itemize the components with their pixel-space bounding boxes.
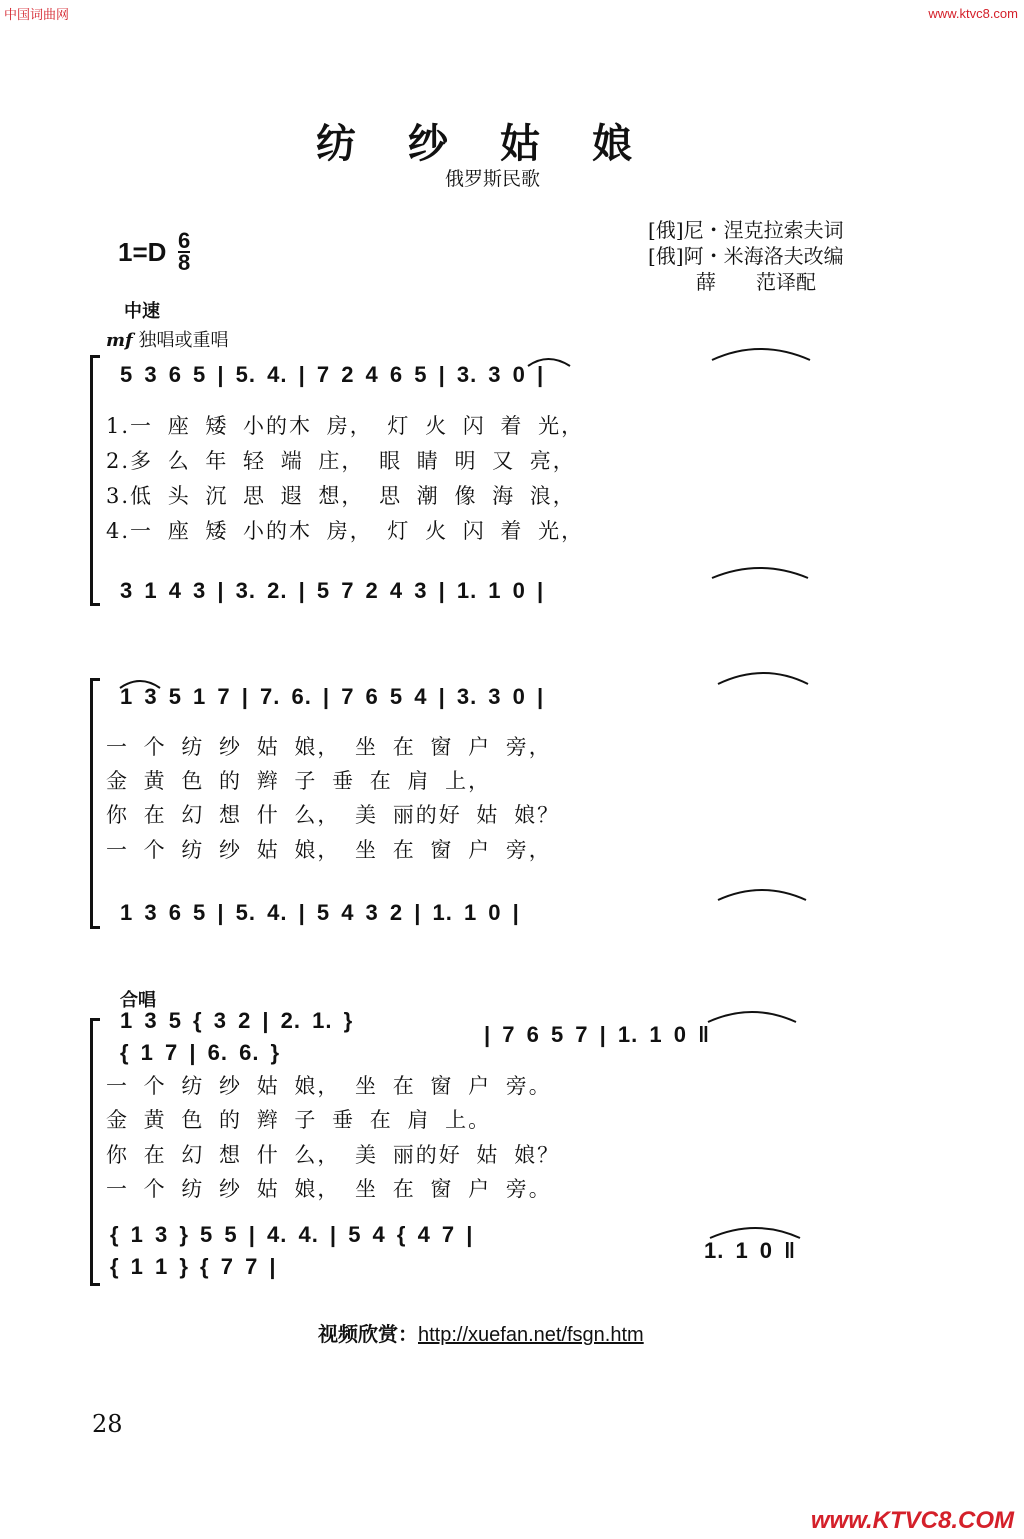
upper-voice-line: 1 3 5 1 7 | 7. 6. | 7 6 5 4 | 3. 3 0 |: [120, 684, 545, 709]
credit-translator: 薛 范译配: [696, 270, 816, 294]
watermark-bottom-right: www.KTVC8.COM: [810, 1507, 1014, 1534]
lower-voice-line-a: { 1 3 } 5 5 | 4. 4. | 5 4 { 4 7 |: [110, 1222, 474, 1247]
key-signature: 1=D: [118, 237, 167, 267]
lyric-verse-1: 一 个 纺 纱 姑 娘， 坐 在 窗 户 旁。: [106, 1074, 552, 1098]
lower-voice-line: 1 3 6 5 | 5. 4. | 5 4 3 2 | 1. 1 0 |: [120, 900, 520, 925]
lower-voice-line-end: 1. 1 0 ‖: [704, 1238, 797, 1263]
tempo-marking: 中速: [124, 301, 160, 322]
lyric-verse-3: 3.低 头 沉 思 遐 想， 思 潮 像 海 浪，: [106, 484, 576, 508]
song-subtitle: 俄罗斯民歌: [444, 168, 540, 190]
slur-arc: [528, 359, 570, 366]
lyric-verse-3: 你 在 幻 想 什 么， 美 丽的好 姑 娘？: [106, 1143, 561, 1167]
lyric-verse-2: 金 黄 色 的 辫 子 垂 在 肩 上。: [106, 1108, 492, 1132]
video-link[interactable]: http://xuefan.net/fsgn.htm: [418, 1324, 644, 1346]
video-note: [318, 1318, 644, 1347]
lower-voice-line-b: { 1 1 } { 7 7 |: [110, 1254, 277, 1279]
meter-top: 6: [178, 228, 191, 253]
page-number: 28: [92, 1410, 123, 1438]
meter-bottom: 8: [178, 250, 191, 275]
dynamic-symbol: mf: [106, 330, 133, 351]
credit-lyricist: [俄]尼・涅克拉索夫词: [648, 218, 844, 242]
lyric-verse-2: 2.多 么 年 轻 端 庄， 眼 睛 明 又 亮，: [106, 449, 576, 473]
lyric-verse-4: 一 个 纺 纱 姑 娘， 坐 在 窗 户 旁。: [106, 1177, 552, 1201]
lyric-verse-1: 1.一 座 矮 小的木 房， 灯 火 闪 着 光，: [106, 414, 585, 438]
tie-arc: [710, 1228, 800, 1238]
lyric-verse-4: 4.一 座 矮 小的木 房， 灯 火 闪 着 光，: [106, 519, 585, 543]
lyric-verse-1: 一 个 纺 纱 姑 娘， 坐 在 窗 户 旁，: [106, 735, 552, 759]
tie-arc: [708, 1012, 796, 1022]
tie-arc: [712, 568, 808, 578]
upper-voice-line-b: { 1 7 | 6. 6. }: [120, 1040, 281, 1065]
upper-voice-line-a: 1 3 5 { 3 2 | 2. 1. }: [120, 1008, 354, 1033]
watermark-top-left: 中国词曲网: [4, 8, 70, 23]
performance-note: 独唱或重唱: [138, 330, 229, 351]
song-title: 纺纱姑娘: [316, 120, 684, 167]
upper-voice-line: 5 3 6 5 | 5. 4. | 7 2 4 6 5 | 3. 3 0 |: [120, 362, 545, 387]
lyric-verse-3: 你 在 幻 想 什 么， 美 丽的好 姑 娘？: [106, 803, 561, 827]
video-label: 视频欣赏：: [318, 1322, 418, 1346]
lyric-verse-4: 一 个 纺 纱 姑 娘， 坐 在 窗 户 旁，: [106, 838, 552, 862]
lyric-verse-2: 金 黄 色 的 辫 子 垂 在 肩 上，: [106, 769, 492, 793]
tie-arc: [712, 349, 810, 360]
watermark-top-right[interactable]: www.ktvc8.com: [928, 6, 1018, 21]
tie-arc: [718, 673, 808, 684]
tie-arc: [718, 890, 806, 900]
chorus-label: 合唱: [120, 990, 156, 1011]
lower-voice-line: 3 1 4 3 | 3. 2. | 5 7 2 4 3 | 1. 1 0 |: [120, 578, 545, 603]
slur-arc: [120, 681, 160, 688]
upper-voice-line-end: | 7 6 5 7 | 1. 1 0 ‖: [484, 1022, 711, 1047]
credit-arranger: [俄]阿・米海洛夫改编: [648, 244, 844, 268]
